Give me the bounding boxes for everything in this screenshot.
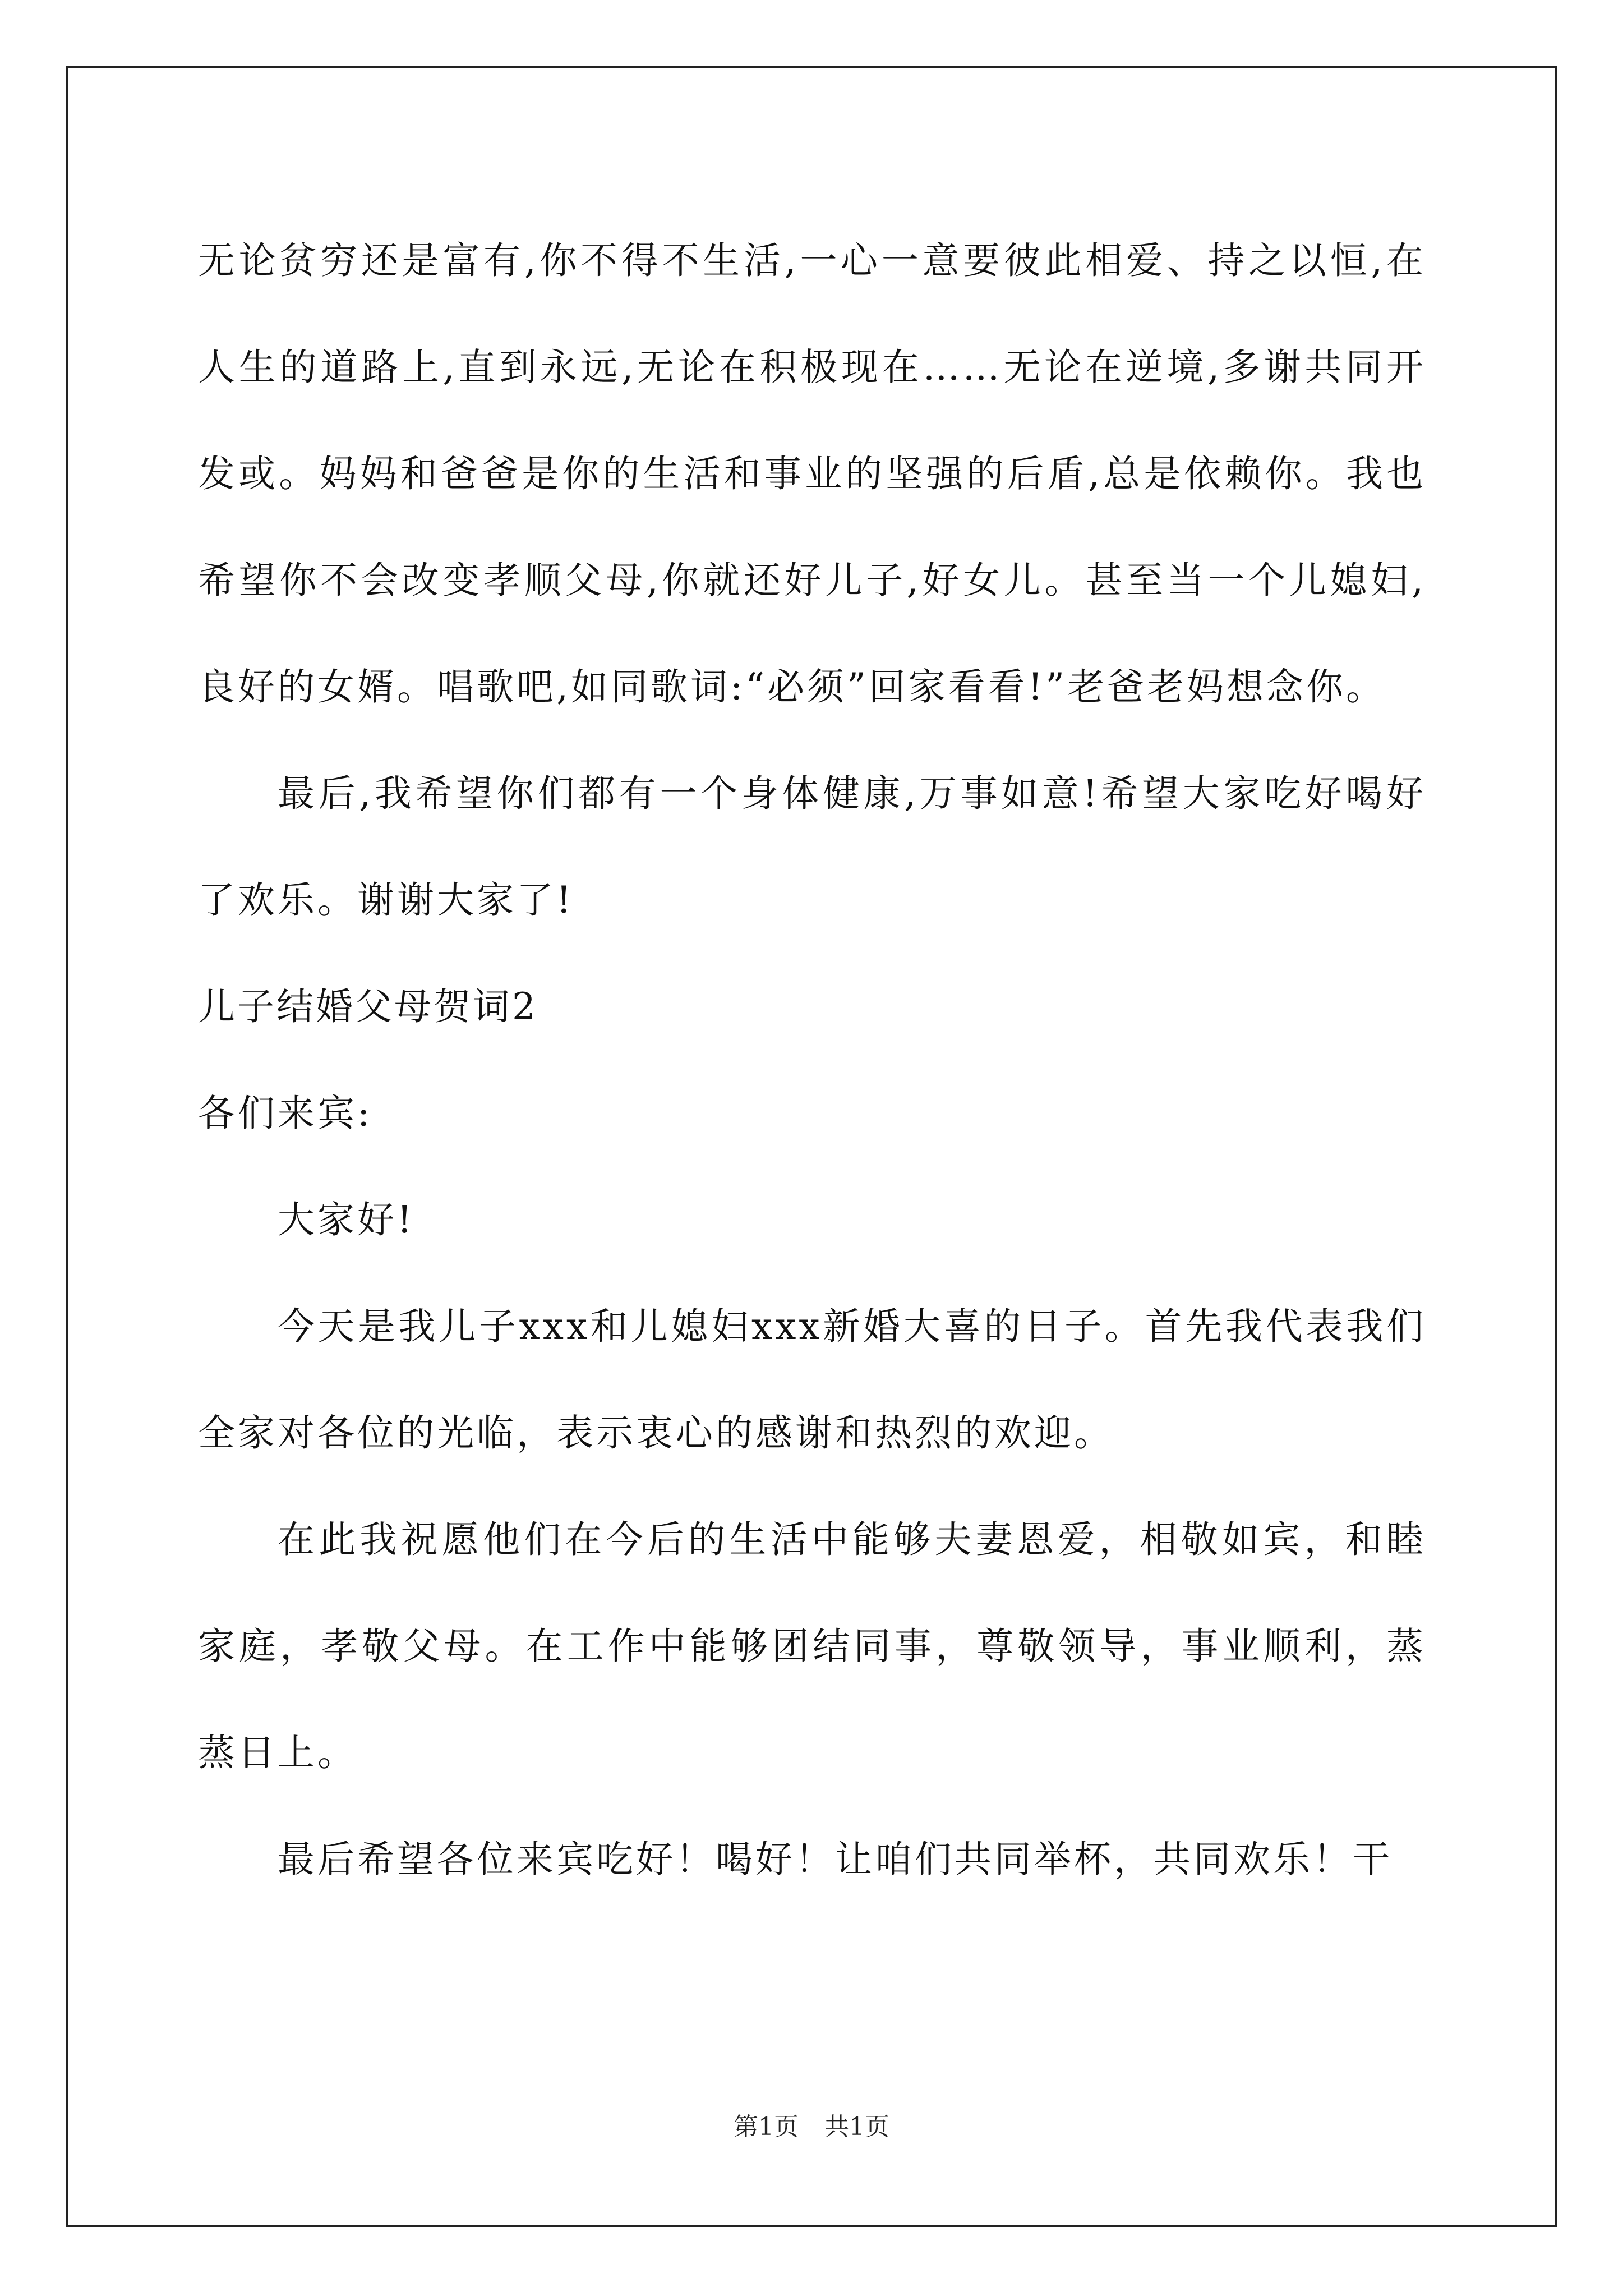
section-title: 儿子结婚父母贺词2 <box>198 985 538 1028</box>
page-number: 第1页 <box>734 2113 799 2141</box>
greeting: 大家好! <box>278 1198 415 1241</box>
page-total: 共1页 <box>824 2113 889 2141</box>
page-footer <box>0 2110 1623 2144</box>
paragraph-wishes: 在此我祝愿他们在今后的生活中能够夫妻恩爱，相敬如宾，和睦家庭，孝敬父母。在工作中能够团结同事，尊敬领导，事业顺利，蒸蒸日上。 <box>198 1518 1426 1774</box>
paragraph-blessing: 无论贫穷还是富有,你不得不生活,一心一意要彼此相爱、持之以恒,在人生的道路上,直到永远,无论在积极现在……无论在逆境,多谢共同开发或。妈妈和爸爸是你的生活和事业的坚强的后盾,总是依赖你。我也希望你不会改变孝顺父母,你就还好儿子,好女儿。甚至当一个儿媳妇,良好的女婿。唱歌吧,如同歌词:“必须”回家看看!”老爸老妈想念你。 <box>198 239 1426 708</box>
paragraph-welcome: 今天是我儿子xxx和儿媳妇xxx新婚大喜的日子。首先我代表我们全家对各位的光临，表示衷心的感谢和热烈的欢迎。 <box>198 1305 1426 1455</box>
paragraph-toast: 最后希望各位来宾吃好！喝好！让咱们共同举杯，共同欢乐！干 <box>278 1838 1393 1881</box>
document-body <box>198 208 1426 1913</box>
paragraph-closing-wish: 最后,我希望你们都有一个身体健康,万事如意!希望大家吃好喝好了欢乐。谢谢大家了! <box>198 772 1426 922</box>
salutation: 各们来宾: <box>198 1092 373 1135</box>
